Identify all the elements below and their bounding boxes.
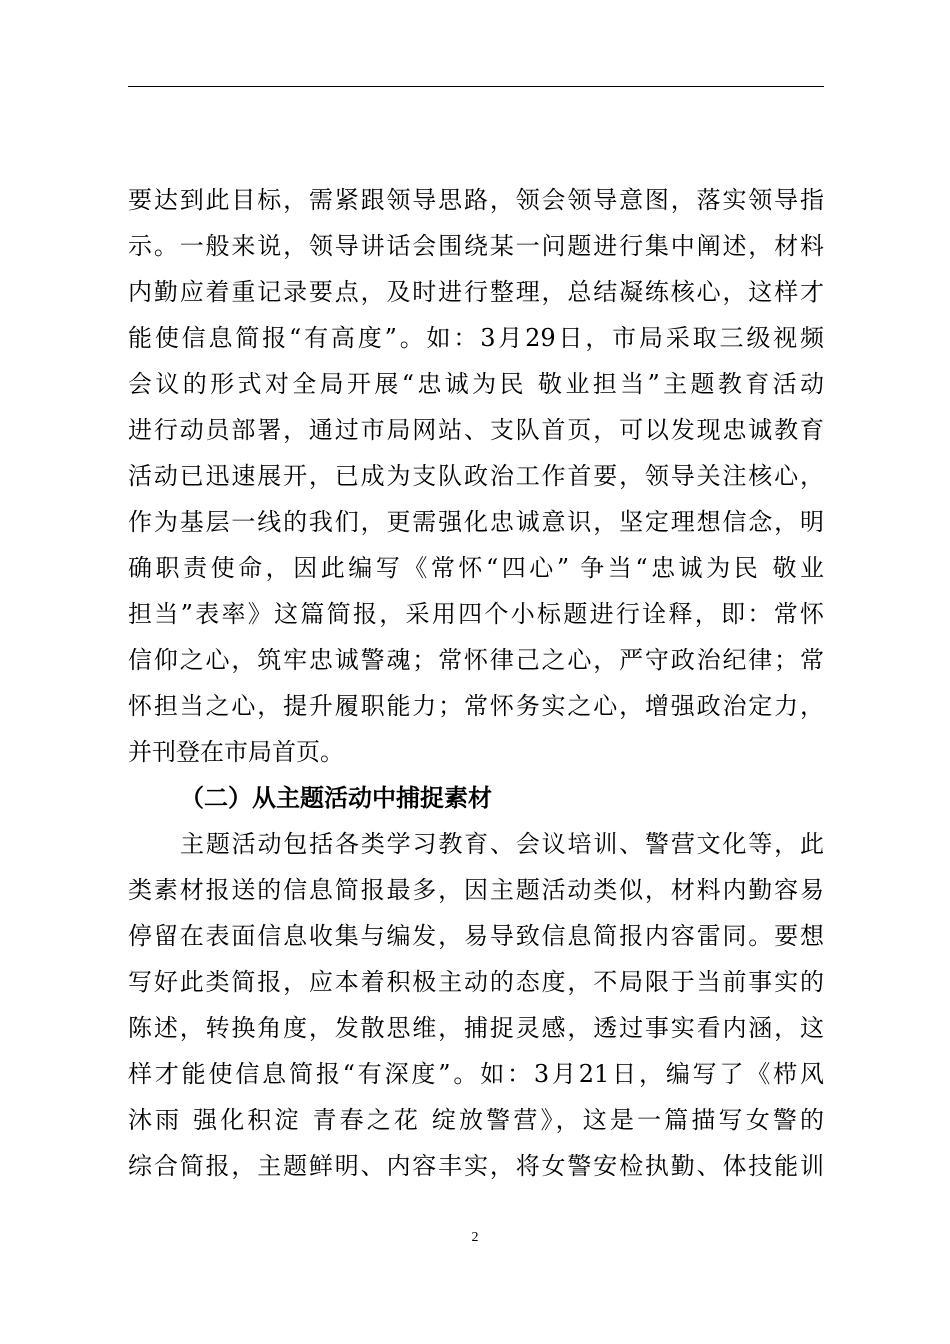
paragraph-line: 确职责使命，因此编写《常怀“四心” 争当“忠诚为民 敬业	[128, 554, 824, 582]
paragraph-line: 样才能使信息简报“有深度”。如：3月21日，编写了《栉风	[128, 1060, 824, 1088]
paragraph-line: 会议的形式对全局开展“忠诚为民 敬业担当”主题教育活动	[128, 370, 824, 398]
paragraph-line: 进行动员部署，通过市局网站、支队首页，可以发现忠诚教育	[128, 416, 824, 444]
section-heading: （二）从主题活动中捕捉素材	[180, 783, 492, 812]
paragraph-line: 主题活动包括各类学习教育、会议培训、警营文化等，此	[180, 830, 824, 858]
paragraph-line: 能使信息简报“有高度”。如：3月29日，市局采取三级视频	[128, 324, 824, 352]
paragraph-line: 综合简报，主题鲜明、内容丰实，将女警安检执勤、体技能训	[128, 1152, 824, 1180]
paragraph-line: 并刊登在市局首页。	[128, 738, 344, 766]
paragraph-line: 停留在表面信息收集与编发，易导致信息简报内容雷同。要想	[128, 922, 824, 950]
page-number: 2	[471, 1230, 479, 1245]
paragraph-line: 示。一般来说，领导讲话会围绕某一问题进行集中阐述，材料	[128, 232, 824, 260]
paragraph-line: 写好此类简报，应本着积极主动的态度，不局限于当前事实的	[128, 968, 824, 996]
paragraph-line: 沐雨 强化积淀 青春之花 绽放警营》，这是一篇描写女警的	[128, 1106, 824, 1134]
paragraph-line: 陈述，转换角度，发散思维，捕捉灵感，透过事实看内涵，这	[128, 1014, 824, 1042]
paragraph-line: 怀担当之心，提升履职能力；常怀务实之心，增强政治定力，	[128, 692, 824, 720]
paragraph-line: 作为基层一线的我们，更需强化忠诚意识，坚定理想信念，明	[128, 508, 824, 536]
paragraph-line: 担当”表率》这篇简报，采用四个小标题进行诠释，即：常怀	[128, 600, 824, 628]
paragraph-line: 信仰之心，筑牢忠诚警魂；常怀律己之心，严守政治纪律；常	[128, 646, 824, 674]
header-rule	[128, 86, 824, 87]
paragraph-line: 类素材报送的信息简报最多，因主题活动类似，材料内勤容易	[128, 876, 824, 904]
paragraph-line: 内勤应着重记录要点，及时进行整理，总结凝练核心，这样才	[128, 278, 824, 306]
paragraph-line: 要达到此目标，需紧跟领导思路，领会领导意图，落实领导指	[128, 186, 824, 214]
paragraph-line: 活动已迅速展开，已成为支队政治工作首要，领导关注核心，	[128, 462, 824, 490]
